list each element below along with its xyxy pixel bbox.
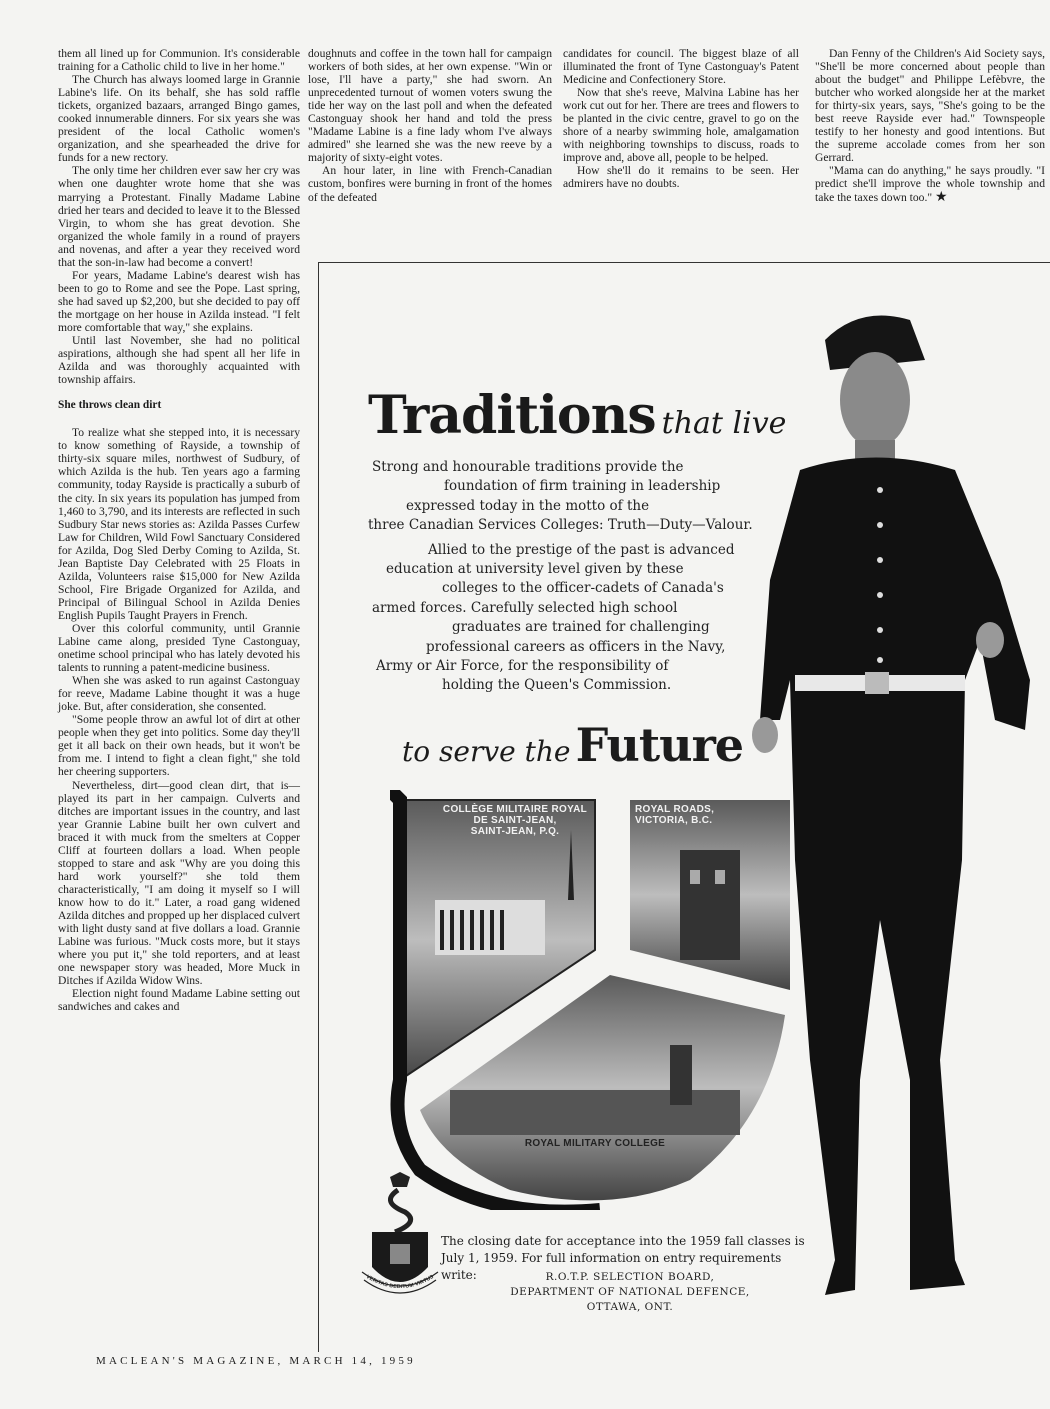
college-label-royal-roads [635,804,714,826]
paragraph: Election night found Madame Labine setting out sandwiches and cakes and [58,987,300,1014]
ad-line: Army or Air Force, for the responsibility of [376,658,669,675]
paragraph: When she was asked to run against Castonguay for reeve, Madame Labine thought it was a huge joke. But, after consideration, she consented. [58,674,300,714]
ad-closing-text: The closing date for acceptance into the 1959 fall classes is July 1, 1959. For full information on entry requirements write: [441,1234,805,1282]
label-line: VICTORIA, B.C. [635,815,713,826]
page-footer: MACLEAN'S MAGAZINE, MARCH 14, 1959 [96,1355,416,1367]
ad-line: Allied to the prestige of the past is advanced [428,541,735,558]
headline-script: that live [661,406,787,441]
college-label-rmc [510,1138,680,1149]
paragraph: Over this colorful community, until Grannie Labine came along, presided Tyne Castonguay, onetime school principal who has lately devoted his talents to running a patent-medicine business. [58,621,300,675]
cadet-figure [740,300,1050,1310]
label-line: DE SAINT-JEAN, [473,815,557,826]
address-line: R.O.T.P. SELECTION BOARD, [545,1271,715,1283]
label-line: ROYAL MILITARY COLLEGE [524,1138,666,1149]
label-line: COLLÈGE MILITAIRE ROYAL [442,804,588,815]
label-line: ROYAL ROADS, [635,804,715,815]
article-column-1 [58,47,300,1013]
ad-line: armed forces. Carefully selected high school [372,599,678,616]
tagline-big: Future [575,718,744,772]
paragraph: An hour later, in line with French-Canadian custom, bonfires were burning in front of the homes of the defeated [308,164,552,204]
ad-line: professional careers as officers in the Navy, [426,638,726,655]
ad-line: education at university level given by these [386,561,684,578]
ad-tagline [402,718,743,772]
ad-line: three Canadian Services Colleges: Truth—Duty—Valour. [368,517,753,534]
paragraph: Dan Fenny of the Children's Aid Society says, "She'll be more concerned about people than about the budget" and Philippe Lefèbvre, the butcher who worked alongside her at the market for thirty-six years, says, "She's going to be the best reeve Rayside ever had." Townspeople testify to her honesty and good intentions. But the supreme accolade comes from her son Gerrard. [815,47,1045,165]
cadet-illustration [740,300,1050,1310]
article-column-4 [815,47,1045,204]
ad-line: expressed today in the motto of the [406,497,650,514]
article-column-3 [563,47,799,191]
crest-graphic [360,1172,440,1302]
ad-line: Strong and honourable traditions provide the [372,459,684,475]
paragraph: Nevertheless, dirt—good clean dirt, that is—played its part in her campaign. Culverts and ditches are important issues in the country, and last year Grannie Labine built her own culvert and braced it with muck from the smelters at Copper Cliff at fourteen dollars a load. When people stopped to stare and ask "Why are you doing this hard work yourself?" she told them characteristically, "I am doing it myself so I will know how to do it." Later, a road gang widened Azilda ditches and propped up her displaced culvert with light dusty sand at five dollars a load. Grannie Labine was furious. "Muck costs more, but it stays where you put it," she told reporters, and at least one newspaper story was headed, More Muck in Ditches if Azilda Widow Wins. [58,778,300,988]
subheading: She throws clean dirt [58,399,162,412]
address-line: OTTAWA, ONT. [586,1301,674,1313]
ad-border-left [318,262,319,1352]
ad-address [470,1270,790,1315]
college-label-saint-jean [430,804,600,837]
tagline-script: to serve the [402,735,571,768]
rotp-crest-icon [360,1172,440,1302]
ad-headline [368,385,786,446]
star-end-mark-icon: ★ [935,189,948,205]
paragraph: candidates for council. The biggest blaze of all illuminated the front of Tyne Castonguay's Patent Medicine and Confectionery Store. [563,47,799,87]
paragraph [815,164,1045,203]
ad-border-top [318,262,1050,263]
ad-line: holding the Queen's Commission. [442,677,672,694]
paragraph: How she'll do it remains to be seen. Her admirers have no doubts. [563,164,799,191]
paragraph: To realize what she stepped into, it is necessary to know something of Rayside, a township of thirty-six square miles, northwest of Sudbury, of which Azilda is the hub. Ten years ago a farming community, today Rayside is practically a suburb of the city. In six years its population has jumped from 1,460 to 3,790, and its interests are reflected in such Sudbury Star news stories as: Azilda Passes Curfew Law for Children, Wild Fowl Sanctuary Considered for Azilda, Dog Sled Derby Coming to Azilda, St. Jean Baptiste Day Celebrated with 25 Floats in Azilda, Volunteers raise $15,000 for New Azilda School, Fire Brigade Organized for Azilda, and Principal of Bilingual School in Azilda Denies English Pupils Taught Prayers in French. [58,426,300,622]
crest-motto-text: VERITAS DEBITUM VIRTUS [365,1273,435,1291]
article-column-2 [308,47,552,204]
paragraph-text: "Mama can do anything," he says proudly. "I predict she'll improve the whole township and take the taxes down too." [815,164,1045,204]
label-line: SAINT-JEAN, P.Q. [470,826,560,837]
paragraph: The Church has always loomed large in Grannie Labine's life. On its behalf, she has sold raffle tickets, organized bazaars, arranged Bingo games, cooked innumerable dinners. For six years she was president of the local Catholic women's organization, and she spearheaded the drive for funds for a new rectory. [58,73,300,165]
headline-main: Traditions [368,385,656,446]
paragraph: "Some people throw an awful lot of dirt at other people when they get into politics. Some day they'll get it all back on their own heads, but it won't be from me. I intend to fight a clean fight," she told her cheering supporters. [58,713,300,779]
paragraph: The only time her children ever saw her cry was when one daughter wrote home that she was marrying a Protestant. Finally Madame Labine dried her tears and decided to leave it to the Blessed Virgin, to whom she has great devotion. She organized the whole family in a round of prayers and novenas, and after a year they received word that the son-in-law had become a convert! [58,164,300,269]
paragraph: For years, Madame Labine's dearest wish has been to go to Rome and see the Pope. Last spring, she had saved up $2,200, but she decided to pay off the mortgage on her house in Azilda instead. "I felt more comfortable that way," she explains. [58,268,300,334]
paragraph: them all lined up for Communion. It's considerable training for a Catholic child to live in her home." [58,47,300,74]
paragraph: Until last November, she had no political aspirations, although she had spent all her life in Azilda and was thoroughly acquainted with township affairs. [58,334,300,387]
ad-line: colleges to the officer-cadets of Canada's [442,580,724,597]
ad-line: foundation of firm training in leadership [444,478,721,495]
ad-body [368,458,772,696]
college-shield-illustration [390,790,790,1210]
ad-line: graduates are trained for challenging [452,619,710,636]
paragraph: Now that she's reeve, Malvina Labine has her work cut out for her. There are trees and flowers to be planted in the civic centre, gravel to go on the shore of a nearby swimming hole, amalgamation with neighboring townships to discuss, roads to improve and, above all, people to be helped. [563,86,799,165]
paragraph: doughnuts and coffee in the town hall for campaign workers of both sides, at her own expense. "Win or lose, I'll have a party," she had sworn. An unprecedented turnout of women voters swung the tide her way on the last poll and when the defeated Castonguay shook her hand and told the press "Madame Labine is a fine lady whom I've always admired" she learned she was the new reeve by a majority of sixty-eight votes. [308,47,552,165]
address-line: DEPARTMENT OF NATIONAL DEFENCE, [510,1286,750,1298]
